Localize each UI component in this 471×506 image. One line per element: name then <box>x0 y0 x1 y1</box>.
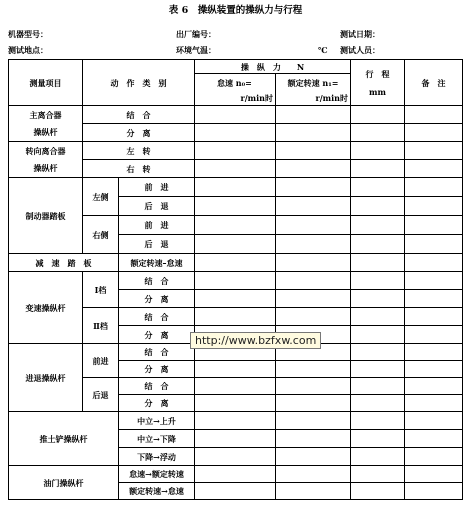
cell <box>351 272 405 290</box>
main-clutch-label-1: 主离合器 <box>29 110 62 120</box>
cell <box>195 124 276 142</box>
cell <box>276 466 351 483</box>
cell <box>276 290 351 308</box>
cell <box>351 254 405 272</box>
throttle-rated-to-idle: 额定转速→怠速 <box>119 483 195 500</box>
fr-backward-engage: 结 合 <box>119 378 195 395</box>
cell <box>276 272 351 290</box>
cell <box>276 483 351 500</box>
cell <box>276 178 351 197</box>
cell <box>276 308 351 326</box>
cell <box>351 308 405 326</box>
brake-left-forward: 前 进 <box>119 178 195 197</box>
cell <box>405 160 463 178</box>
steer-turn-right: 右 转 <box>83 160 195 178</box>
decel-pedal: 减 速 踏 板 <box>9 254 119 272</box>
brake-right-forward: 前 进 <box>119 216 195 235</box>
main-clutch-label-2: 操纵杆 <box>33 127 58 137</box>
header-rpm-idle: r/min时 <box>195 92 276 106</box>
cell <box>351 235 405 254</box>
cell <box>195 483 276 500</box>
table-title: 表 6 操纵装置的操纵力与行程 <box>168 5 303 16</box>
throttle-lever: 油门操纵杆 <box>9 466 119 500</box>
cell <box>405 106 463 124</box>
throttle-idle-to-rated: 怠速→额定转速 <box>119 466 195 483</box>
dozer-neutral-down: 中立→下降 <box>119 430 195 448</box>
cell <box>405 448 463 466</box>
cell <box>195 361 276 378</box>
dozer-neutral-up: 中立→上升 <box>119 412 195 430</box>
cell <box>195 106 276 124</box>
cell <box>195 430 276 448</box>
cell <box>405 326 463 344</box>
header-item: 测量项目 <box>9 60 83 106</box>
cell <box>276 106 351 124</box>
factory-number-label: 出厂编号： <box>176 29 216 39</box>
header-travel-label: 行 程 <box>365 68 390 79</box>
cell <box>405 197 463 216</box>
cell <box>405 412 463 430</box>
cell <box>195 308 276 326</box>
cell <box>351 378 405 395</box>
cell <box>405 483 463 500</box>
cell <box>351 160 405 178</box>
fr-forward-engage: 结 合 <box>119 344 195 361</box>
cell <box>276 448 351 466</box>
fr-backward-disengage: 分 离 <box>119 395 195 412</box>
cell <box>195 448 276 466</box>
cell <box>351 124 405 142</box>
fr-backward: 后退 <box>83 378 119 412</box>
dozer-blade-lever: 推土铲操纵杆 <box>9 412 119 466</box>
header-travel <box>351 60 405 106</box>
cell <box>351 197 405 216</box>
gear1-engage: 结 合 <box>119 272 195 290</box>
header-travel-unit: mm <box>369 86 386 97</box>
cell <box>195 254 276 272</box>
steer-clutch-label-2: 操纵杆 <box>33 163 58 173</box>
header-idle-speed: 怠速 n₀= <box>195 74 276 92</box>
brake-left-backward: 后 退 <box>119 197 195 216</box>
tester-label: 测试人员： <box>340 45 380 55</box>
gear-first: Ⅰ档 <box>83 272 119 308</box>
cell <box>351 412 405 430</box>
cell <box>405 344 463 361</box>
cell <box>276 197 351 216</box>
cell <box>195 272 276 290</box>
gear-shift-lever: 变速操纵杆 <box>9 272 83 344</box>
cell <box>351 361 405 378</box>
cell <box>351 326 405 344</box>
cell <box>276 235 351 254</box>
steer-clutch-label-1: 转向离合器 <box>25 146 66 156</box>
forward-reverse-lever: 进退操纵杆 <box>9 344 83 412</box>
cell <box>351 448 405 466</box>
ambient-temp-label: 环境气温： <box>176 45 216 55</box>
watermark-url: http://www.bzfxw.com <box>190 332 321 349</box>
cell <box>351 290 405 308</box>
cell <box>351 344 405 361</box>
brake-left-side: 左侧 <box>83 178 119 216</box>
brake-right-backward: 后 退 <box>119 235 195 254</box>
gear1-disengage: 分 离 <box>119 290 195 308</box>
cell <box>195 197 276 216</box>
cell <box>351 483 405 500</box>
main-clutch-lever <box>9 106 83 142</box>
header-action: 动 作 类 别 <box>83 60 195 106</box>
cell <box>276 160 351 178</box>
test-date-label: 测试日期： <box>340 29 380 39</box>
brake-right-side: 右侧 <box>83 216 119 254</box>
steer-clutch-lever <box>9 142 83 178</box>
cell <box>405 254 463 272</box>
header-rated-speed: 额定转速 n₁= <box>276 74 351 92</box>
cell <box>195 378 276 395</box>
cell <box>276 124 351 142</box>
gear2-engage: 结 合 <box>119 308 195 326</box>
main-clutch-engage: 结 合 <box>83 106 195 124</box>
fr-forward-disengage: 分 离 <box>119 361 195 378</box>
cell <box>195 235 276 254</box>
brake-pedal: 制动器踏板 <box>9 178 83 254</box>
cell <box>405 178 463 197</box>
cell <box>276 430 351 448</box>
cell <box>195 216 276 235</box>
cell <box>195 466 276 483</box>
cell <box>276 254 351 272</box>
decel-action: 额定转速–怠速 <box>119 254 195 272</box>
cell <box>405 430 463 448</box>
temp-unit: ℃ <box>318 45 328 55</box>
dozer-down-float: 下降→浮动 <box>119 448 195 466</box>
cell <box>351 430 405 448</box>
cell <box>405 290 463 308</box>
cell <box>405 361 463 378</box>
machine-model-label: 机器型号： <box>8 29 48 39</box>
cell <box>195 160 276 178</box>
cell <box>195 142 276 160</box>
cell <box>405 216 463 235</box>
cell <box>351 106 405 124</box>
cell <box>405 308 463 326</box>
cell <box>351 466 405 483</box>
cell <box>405 378 463 395</box>
gear-second: Ⅱ档 <box>83 308 119 344</box>
cell <box>351 142 405 160</box>
cell <box>351 395 405 412</box>
fr-forward: 前进 <box>83 344 119 378</box>
cell <box>276 142 351 160</box>
cell <box>195 290 276 308</box>
gear2-disengage: 分 离 <box>119 326 195 344</box>
header-force: 操 纵 力 N <box>195 60 351 74</box>
cell <box>195 412 276 430</box>
cell <box>405 235 463 254</box>
cell <box>276 216 351 235</box>
steer-turn-left: 左 转 <box>83 142 195 160</box>
cell <box>276 412 351 430</box>
main-clutch-disengage: 分 离 <box>83 124 195 142</box>
test-location-label: 测试地点： <box>8 45 48 55</box>
control-force-table <box>8 59 463 500</box>
cell <box>405 466 463 483</box>
header-rpm-rated: r/min时 <box>276 92 351 106</box>
cell <box>195 395 276 412</box>
header-remarks: 备 注 <box>405 60 463 106</box>
cell <box>405 395 463 412</box>
cell <box>276 378 351 395</box>
cell <box>276 395 351 412</box>
cell <box>405 272 463 290</box>
cell <box>195 178 276 197</box>
cell <box>276 361 351 378</box>
cell <box>405 124 463 142</box>
cell <box>351 178 405 197</box>
cell <box>405 142 463 160</box>
cell <box>351 216 405 235</box>
